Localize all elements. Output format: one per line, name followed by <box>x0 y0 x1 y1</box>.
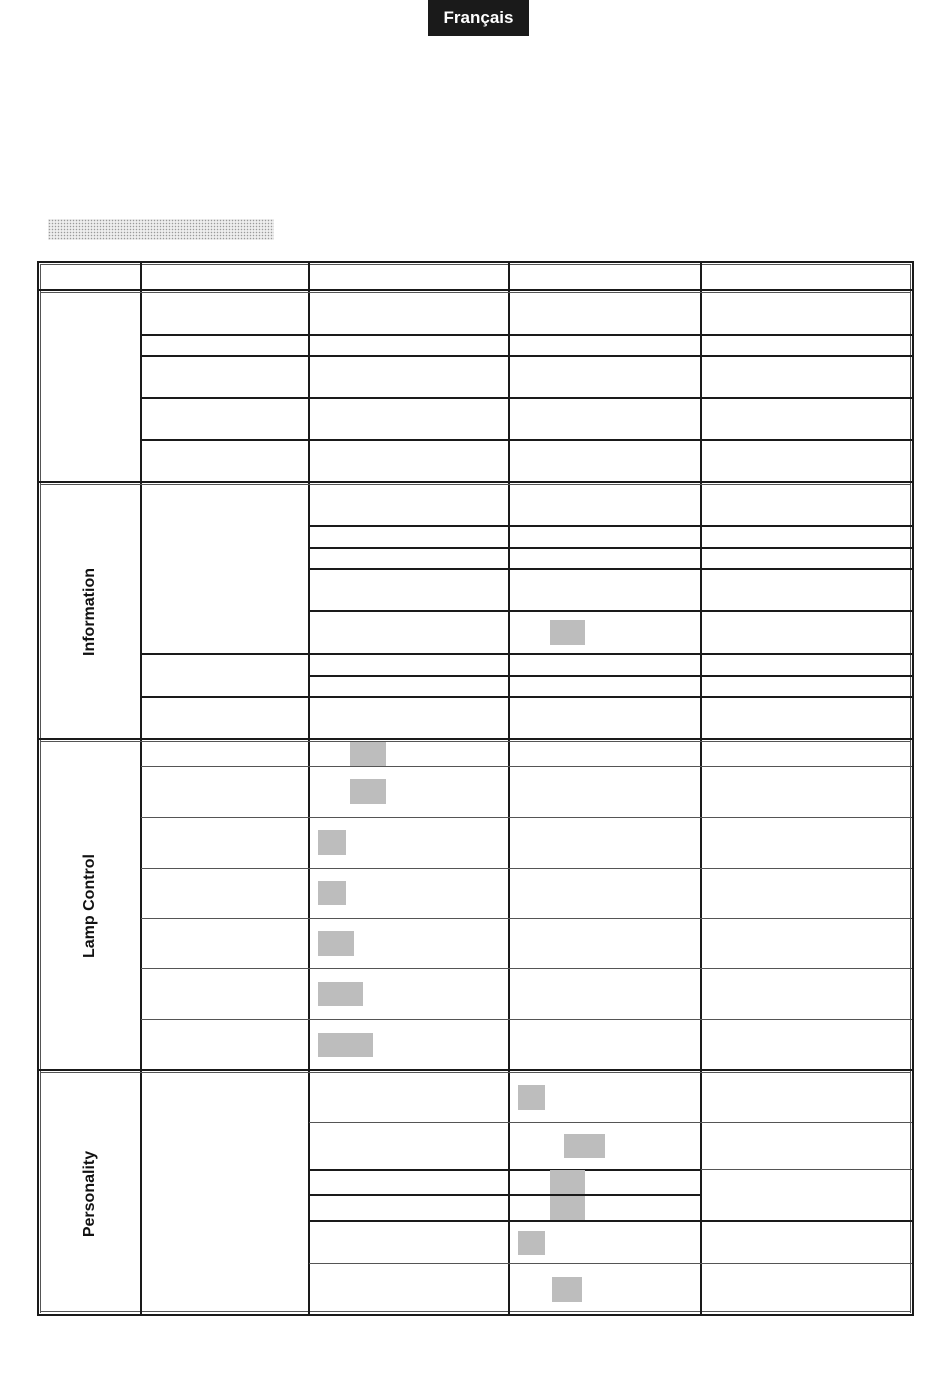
row-line <box>309 1194 701 1196</box>
value-placeholder <box>552 1277 582 1302</box>
table-border-bottom <box>37 1314 914 1316</box>
row-line <box>141 653 912 655</box>
value-placeholder <box>318 1033 373 1057</box>
value-placeholder <box>350 779 386 804</box>
table-border-right <box>912 261 914 1316</box>
section-label-lamp-control: Lamp Control <box>81 854 98 958</box>
value-placeholder <box>350 742 386 766</box>
row-line <box>309 1122 912 1123</box>
table-border-right-inner <box>910 264 911 1313</box>
header-row-separator <box>37 289 914 291</box>
table-border-top <box>37 261 914 263</box>
value-placeholder <box>518 1231 545 1255</box>
column-divider-4 <box>700 262 702 1315</box>
row-line <box>141 918 912 919</box>
row-line <box>141 355 912 357</box>
table-border-top-inner <box>40 264 911 265</box>
row-line <box>309 525 912 527</box>
column-divider-2 <box>308 262 310 1315</box>
row-line <box>141 1019 912 1020</box>
value-placeholder <box>550 1170 585 1194</box>
value-placeholder <box>550 620 585 645</box>
table-border-left-inner <box>40 264 41 1313</box>
row-line <box>309 1169 701 1171</box>
row-line <box>141 334 912 336</box>
row-line <box>309 1263 912 1264</box>
row-line <box>141 696 912 698</box>
row-line <box>309 568 912 570</box>
value-placeholder <box>318 881 346 905</box>
section-separator-2 <box>37 738 914 740</box>
section-separator-1 <box>37 481 914 483</box>
section-separator-3 <box>37 1069 914 1071</box>
row-line <box>309 547 912 549</box>
row-line <box>141 397 912 399</box>
row-line <box>141 968 912 969</box>
section-separator-1-inner <box>40 484 911 485</box>
row-line <box>309 1220 912 1222</box>
row-line <box>141 766 912 767</box>
section-label-personality: Personality <box>81 1150 98 1238</box>
language-tab[interactable]: Français <box>428 0 529 36</box>
row-line <box>141 868 912 869</box>
row-line <box>701 1169 912 1170</box>
column-divider-1 <box>140 262 142 1315</box>
section-separator-2-inner <box>40 741 911 742</box>
table-border-left <box>37 261 39 1316</box>
table-border-bottom-inner <box>40 1311 911 1312</box>
value-placeholder <box>564 1134 605 1158</box>
value-placeholder <box>518 1085 545 1110</box>
row-line <box>309 675 912 677</box>
section-separator-3-inner <box>40 1072 911 1073</box>
row-line <box>141 439 912 441</box>
value-placeholder <box>318 982 363 1006</box>
row-line <box>309 610 912 612</box>
row-line <box>141 817 912 818</box>
section-label-information: Information <box>81 568 98 656</box>
value-placeholder <box>550 1196 585 1220</box>
column-divider-3 <box>508 262 510 1315</box>
value-placeholder <box>318 931 354 956</box>
value-placeholder <box>318 830 346 855</box>
header-row-separator-inner <box>40 292 911 293</box>
